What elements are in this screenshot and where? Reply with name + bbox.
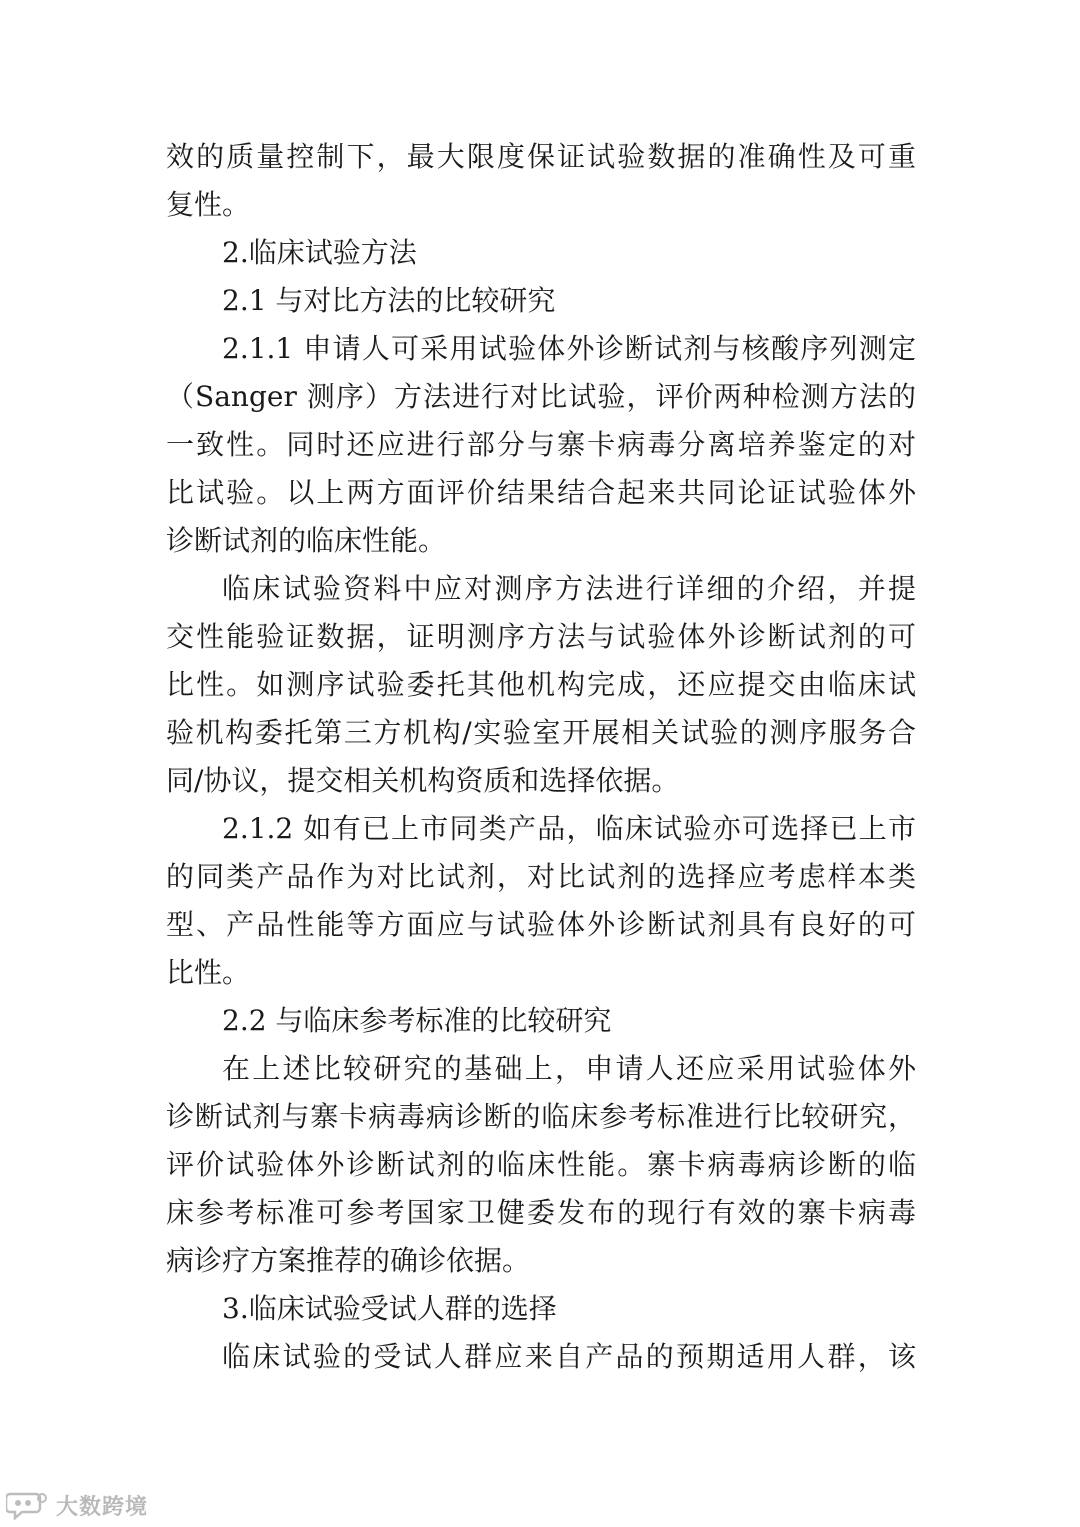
text-line: 评价试验体外诊断试剂的临床性能。寨卡病毒病诊断的临 [166, 1148, 916, 1181]
text-line: 病诊疗方案推荐的确诊依据。 [166, 1244, 531, 1277]
text-line: 验机构委托第三方机构/实验室开展相关试验的测序服务合 [166, 716, 916, 749]
section-heading: 3.临床试验受试人群的选择 [222, 1292, 557, 1325]
text-line: 复性。 [166, 188, 251, 221]
text-line: 临床试验资料中应对测序方法进行详细的介绍，并提 [222, 572, 916, 605]
text-line: 比性。 [166, 956, 251, 989]
text-line: 效的质量控制下，最大限度保证试验数据的准确性及可重 [166, 140, 916, 173]
text-line: 型、产品性能等方面应与试验体外诊断试剂具有良好的可 [166, 908, 916, 941]
text-line: 交性能验证数据，证明测序方法与试验体外诊断试剂的可 [166, 620, 916, 653]
text-line: 床参考标准可参考国家卫健委发布的现行有效的寨卡病毒 [166, 1196, 916, 1229]
text-line: 临床试验的受试人群应来自产品的预期适用人群，该 [222, 1340, 916, 1373]
text-line: 的同类产品作为对比试剂，对比试剂的选择应考虑样本类 [166, 860, 916, 893]
text-line: （Sanger 测序）方法进行对比试验，评价两种检测方法的 [166, 380, 916, 413]
chat-bubble-logo-icon [6, 1490, 50, 1520]
watermark-text: 大数跨境 [56, 1494, 149, 1520]
section-heading: 2.临床试验方法 [222, 236, 417, 269]
text-line: 2.1.1 申请人可采用试验体外诊断试剂与核酸序列测定 [222, 332, 916, 365]
text-line: 诊断试剂的临床性能。 [166, 524, 447, 557]
subsection-heading: 2.2 与临床参考标准的比较研究 [222, 1004, 612, 1037]
text-line: 比性。如测序试验委托其他机构完成，还应提交由临床试 [166, 668, 916, 701]
text-line: 2.1.2 如有已上市同类产品，临床试验亦可选择已上市 [222, 812, 916, 845]
text-line: 在上述比较研究的基础上，申请人还应采用试验体外 [222, 1052, 916, 1085]
watermark [6, 1488, 148, 1522]
text-line: 同/协议，提交相关机构资质和选择依据。 [166, 764, 680, 797]
text-line: 一致性。同时还应进行部分与寨卡病毒分离培养鉴定的对 [166, 428, 916, 461]
subsection-heading: 2.1 与对比方法的比较研究 [222, 284, 556, 317]
text-line: 诊断试剂与寨卡病毒病诊断的临床参考标准进行比较研究， [166, 1100, 916, 1133]
text-line: 比试验。以上两方面评价结果结合起来共同论证试验体外 [166, 476, 916, 509]
